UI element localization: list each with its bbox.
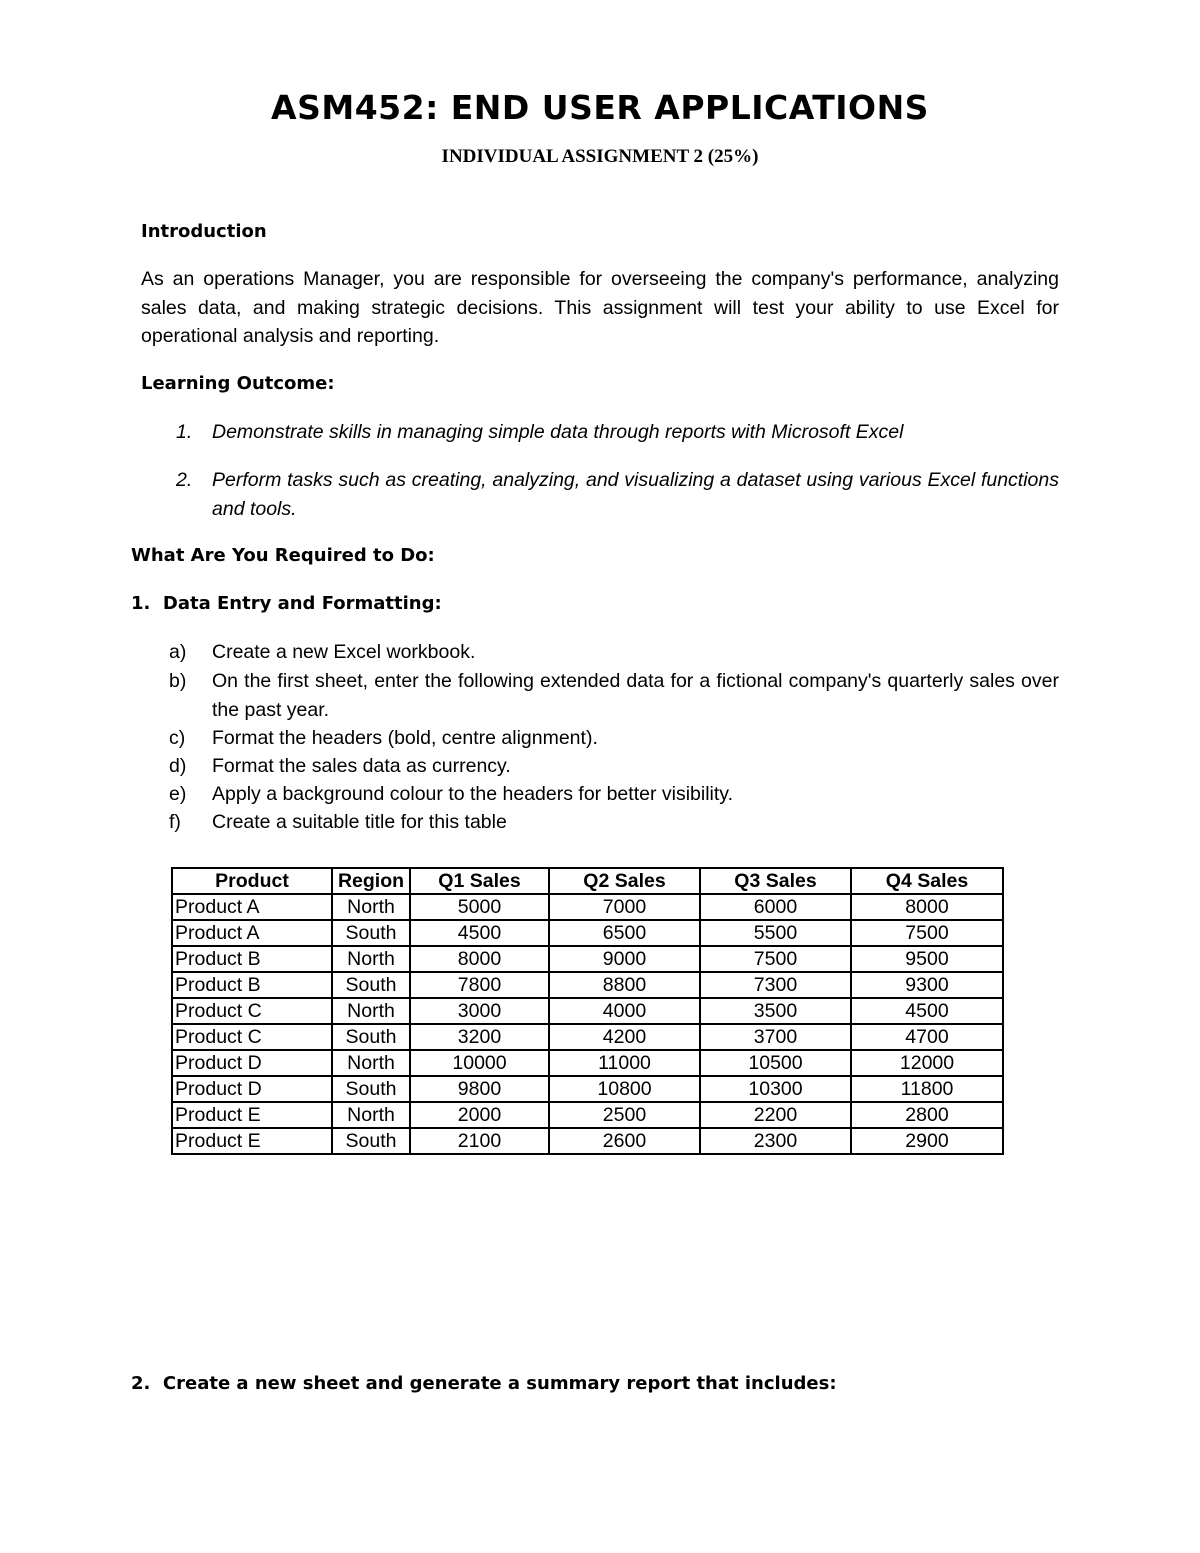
table-cell: 6000 (700, 894, 851, 920)
table-row (172, 894, 1003, 920)
table-cell: 2100 (410, 1128, 549, 1154)
table-cell: 4200 (549, 1024, 700, 1050)
table-row (172, 1076, 1003, 1102)
column-header: Product (172, 868, 332, 894)
outcome-number: 1. (176, 421, 193, 443)
sales-table (171, 867, 1004, 1155)
column-header: Region (332, 868, 410, 894)
table-cell: Product C (172, 1024, 332, 1050)
table-cell: 3200 (410, 1024, 549, 1050)
table-row (172, 946, 1003, 972)
section-2-heading: 2. Create a new sheet and generate a summary report that includes: (131, 1373, 837, 1394)
table-cell: 10500 (700, 1050, 851, 1076)
table-cell: 9000 (549, 946, 700, 972)
task-letter: b) (169, 670, 187, 692)
table-cell: 3700 (700, 1024, 851, 1050)
table-cell: 11000 (549, 1050, 700, 1076)
table-cell: South (332, 1076, 410, 1102)
task-letter: e) (169, 783, 187, 805)
task-text: Format the sales data as currency. (212, 755, 511, 777)
table-cell: 4000 (549, 998, 700, 1024)
table-cell: 2200 (700, 1102, 851, 1128)
task-letter: c) (169, 727, 186, 749)
table-cell: 4500 (851, 998, 1003, 1024)
outcome-text: Perform tasks such as creating, analyzing, and visualizing a dataset using various Excel functions and tools. (212, 469, 1059, 520)
table-cell: 4500 (410, 920, 549, 946)
outcome-number: 2. (176, 469, 193, 491)
document-title: ASM452: END USER APPLICATIONS (271, 88, 929, 127)
task-letter: d) (169, 755, 187, 777)
table-row (172, 1024, 1003, 1050)
table-row (172, 972, 1003, 998)
table-cell: South (332, 920, 410, 946)
table-cell: 2900 (851, 1128, 1003, 1154)
column-header: Q3 Sales (700, 868, 851, 894)
document-subtitle: INDIVIDUAL ASSIGNMENT 2 (25%) (441, 146, 759, 167)
section-1-heading: 1. Data Entry and Formatting: (131, 593, 442, 614)
table-cell: Product A (172, 920, 332, 946)
table-cell: 9500 (851, 946, 1003, 972)
outcome-text: Demonstrate skills in managing simple data through reports with Microsoft Excel (212, 421, 904, 443)
table-cell: 2500 (549, 1102, 700, 1128)
table-row (172, 1050, 1003, 1076)
column-header: Q1 Sales (410, 868, 549, 894)
table-cell: 6500 (549, 920, 700, 946)
required-heading: What Are You Required to Do: (131, 545, 435, 566)
table-cell: 7000 (549, 894, 700, 920)
table-cell: 2800 (851, 1102, 1003, 1128)
table-cell: Product D (172, 1050, 332, 1076)
table-cell: 9800 (410, 1076, 549, 1102)
table-cell: 3000 (410, 998, 549, 1024)
table-cell: 7800 (410, 972, 549, 998)
task-text: On the first sheet, enter the following extended data for a fictional company's quarterly sales over the past year. (212, 670, 1059, 721)
column-header: Q2 Sales (549, 868, 700, 894)
table-cell: 11800 (851, 1076, 1003, 1102)
table-row (172, 1128, 1003, 1154)
table-cell: North (332, 998, 410, 1024)
table-cell: 7300 (700, 972, 851, 998)
table-cell: South (332, 972, 410, 998)
table-cell: South (332, 1024, 410, 1050)
table-cell: 3500 (700, 998, 851, 1024)
column-header: Q4 Sales (851, 868, 1003, 894)
table-row (172, 998, 1003, 1024)
table-cell: 5500 (700, 920, 851, 946)
task-text: Apply a background colour to the headers for better visibility. (212, 783, 734, 805)
task-text: Create a new Excel workbook. (212, 641, 476, 663)
table-cell: 5000 (410, 894, 549, 920)
table-header-row (172, 868, 1003, 894)
learning-outcome-heading: Learning Outcome: (141, 373, 335, 394)
table-cell: 2600 (549, 1128, 700, 1154)
table-cell: North (332, 1050, 410, 1076)
table-cell: South (332, 1128, 410, 1154)
table-cell: 4700 (851, 1024, 1003, 1050)
task-letter: a) (169, 641, 187, 663)
table-row (172, 920, 1003, 946)
table-row (172, 1102, 1003, 1128)
table-cell: North (332, 1102, 410, 1128)
table-cell: 10300 (700, 1076, 851, 1102)
task-text: Format the headers (bold, centre alignment). (212, 727, 598, 749)
table-cell: 12000 (851, 1050, 1003, 1076)
intro-paragraph: As an operations Manager, you are responsible for overseeing the company's performance, analyzing sales data, and making strategic decisions. This assignment will test your ability to use Excel for operational analysis and reporting. (141, 268, 1059, 347)
table-cell: 7500 (700, 946, 851, 972)
table-cell: North (332, 894, 410, 920)
table-cell: 9300 (851, 972, 1003, 998)
table-cell: 10000 (410, 1050, 549, 1076)
table-cell: 2000 (410, 1102, 549, 1128)
table-cell: Product B (172, 946, 332, 972)
table-cell: Product E (172, 1128, 332, 1154)
table-cell: 8000 (410, 946, 549, 972)
table-cell: 10800 (549, 1076, 700, 1102)
table-cell: North (332, 946, 410, 972)
table-cell: Product C (172, 998, 332, 1024)
table-cell: 7500 (851, 920, 1003, 946)
intro-heading: Introduction (141, 221, 267, 242)
table-cell: Product D (172, 1076, 332, 1102)
table-cell: 8800 (549, 972, 700, 998)
table-cell: Product E (172, 1102, 332, 1128)
task-letter: f) (169, 811, 181, 833)
task-text: Create a suitable title for this table (212, 811, 507, 833)
table-cell: Product A (172, 894, 332, 920)
table-cell: Product B (172, 972, 332, 998)
table-cell: 2300 (700, 1128, 851, 1154)
table-cell: 8000 (851, 894, 1003, 920)
